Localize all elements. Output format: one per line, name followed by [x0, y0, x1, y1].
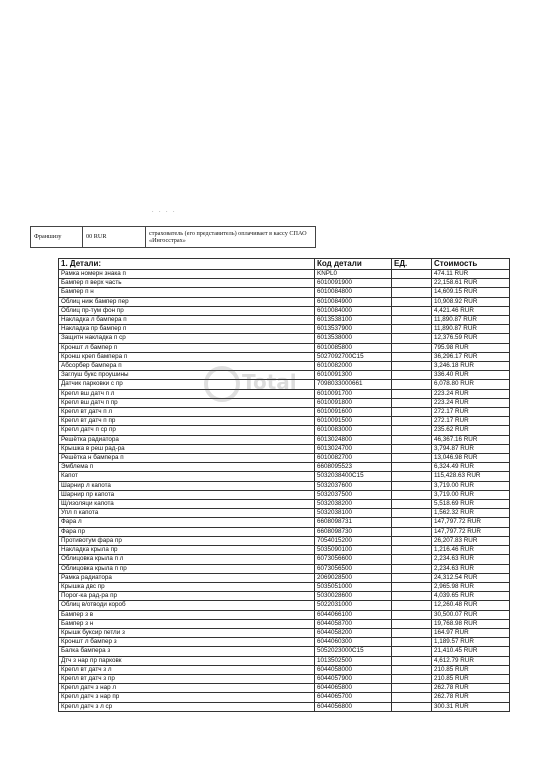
part-unit [392, 509, 432, 518]
part-code: 6013537900 [315, 325, 392, 334]
table-row [59, 628, 510, 637]
part-code: 7098033000661 [315, 380, 392, 389]
part-code: 6013024700 [315, 444, 392, 453]
header-parts: 1. Детали: [59, 259, 315, 270]
part-unit [392, 702, 432, 711]
table-row [59, 371, 510, 380]
part-unit [392, 343, 432, 352]
part-cost: 147,797.72 RUR [432, 527, 510, 536]
table-row [59, 684, 510, 693]
part-cost: 3,794.87 RUR [432, 444, 510, 453]
part-name: Крепл датч з л ср [59, 702, 315, 711]
table-row [59, 472, 510, 481]
part-code: 6044065800 [315, 684, 392, 693]
part-cost: 300.31 RUR [432, 702, 510, 711]
part-unit [392, 288, 432, 297]
part-unit [392, 472, 432, 481]
header-marks: . . . . [152, 208, 177, 214]
part-unit [392, 352, 432, 361]
part-name: Бампер з в [59, 610, 315, 619]
part-cost: 12,376.59 RUR [432, 334, 510, 343]
part-code: 6010091300 [315, 371, 392, 380]
part-name: Облиц в/отводи короб [59, 601, 315, 610]
part-unit [392, 435, 432, 444]
part-name: Капот [59, 472, 315, 481]
part-name: Крышк буксир петли з [59, 628, 315, 637]
table-row [59, 352, 510, 361]
part-code: 6010084800 [315, 288, 392, 297]
part-cost: 147,797.72 RUR [432, 518, 510, 527]
part-unit [392, 426, 432, 435]
table-row [59, 343, 510, 352]
part-unit [392, 279, 432, 288]
part-cost: 4,039.65 RUR [432, 592, 510, 601]
part-name: Облиц ниж бампер пер [59, 297, 315, 306]
part-name: Крепл вш датч п пр [59, 398, 315, 407]
part-name: Крепл датч з нар пр [59, 693, 315, 702]
part-unit [392, 592, 432, 601]
table-row [59, 408, 510, 417]
table-row [59, 362, 510, 371]
part-name: Крышка в реш рад-ра [59, 444, 315, 453]
table-row [59, 426, 510, 435]
part-unit [392, 334, 432, 343]
table-row [59, 610, 510, 619]
part-code: 5035090100 [315, 546, 392, 555]
part-unit [392, 306, 432, 315]
table-row [59, 454, 510, 463]
table-row [59, 490, 510, 499]
part-code: KNPL0 [315, 270, 392, 279]
table-row [59, 435, 510, 444]
part-code: 6010083000 [315, 426, 392, 435]
part-cost: 1,216.46 RUR [432, 546, 510, 555]
part-name: Шарнир пр капота [59, 490, 315, 499]
part-code: 6010085800 [315, 343, 392, 352]
part-name: Крепл вт датч п л [59, 408, 315, 417]
part-cost: 11,890.87 RUR [432, 325, 510, 334]
part-code: 6044057900 [315, 674, 392, 683]
part-unit [392, 628, 432, 637]
table-row [59, 389, 510, 398]
part-cost: 210.85 RUR [432, 665, 510, 674]
table-row [59, 619, 510, 628]
part-cost: 3,719.00 RUR [432, 490, 510, 499]
part-unit [392, 684, 432, 693]
part-cost: 14,609.15 RUR [432, 288, 510, 297]
part-name: Щ/изоляци капота [59, 500, 315, 509]
part-code: 6010082000 [315, 362, 392, 371]
part-code: 1013502500 [315, 656, 392, 665]
part-name: Кронш креп бампера п [59, 352, 315, 361]
part-name: Бампер п н [59, 288, 315, 297]
table-row [59, 398, 510, 407]
table-row [59, 638, 510, 647]
part-code: 6010082700 [315, 454, 392, 463]
part-cost: 4,421.46 RUR [432, 306, 510, 315]
part-cost: 3,719.00 RUR [432, 481, 510, 490]
part-code: 5032038400C15 [315, 472, 392, 481]
part-unit [392, 380, 432, 389]
table-row [59, 582, 510, 591]
part-name: Крепл вш датч п л [59, 389, 315, 398]
part-cost: 262.78 RUR [432, 684, 510, 693]
part-code: 6044058200 [315, 628, 392, 637]
part-cost: 223.24 RUR [432, 389, 510, 398]
part-cost: 36,296.17 RUR [432, 352, 510, 361]
part-unit [392, 389, 432, 398]
table-row [59, 536, 510, 545]
part-unit [392, 536, 432, 545]
table-row [59, 463, 510, 472]
table-row [59, 334, 510, 343]
table-row [59, 555, 510, 564]
part-code: 6010091600 [315, 408, 392, 417]
part-cost: 26,207.83 RUR [432, 536, 510, 545]
part-code: 6044056800 [315, 702, 392, 711]
part-name: Решётка радиатора [59, 435, 315, 444]
table-row [59, 546, 510, 555]
part-unit [392, 693, 432, 702]
part-unit [392, 546, 432, 555]
watermark-text: Total [242, 370, 297, 394]
part-cost: 2,234.63 RUR [432, 564, 510, 573]
part-code: 6044058700 [315, 619, 392, 628]
part-code: 6044058000 [315, 665, 392, 674]
part-code: 6010084000 [315, 306, 392, 315]
part-name: Крепл датч з нар л [59, 684, 315, 693]
part-name: Решётка н бампера п [59, 454, 315, 463]
part-unit [392, 638, 432, 647]
part-cost: 22,158.61 RUR [432, 279, 510, 288]
table-row [59, 518, 510, 527]
franchise-note: страхователь (его представитель) оплачивает в кассу СПАО «Ингосстрах» [146, 227, 316, 248]
part-cost: 30,500.07 RUR [432, 610, 510, 619]
part-cost: 6,078.80 RUR [432, 380, 510, 389]
part-unit [392, 371, 432, 380]
part-name: Дтч з нар пр парковк [59, 656, 315, 665]
part-code: 5032037500 [315, 490, 392, 499]
part-name: Крепл вт датч з л [59, 665, 315, 674]
table-row [59, 297, 510, 306]
table-row [59, 306, 510, 315]
franchise-table [30, 226, 316, 248]
part-unit [392, 454, 432, 463]
part-unit [392, 564, 432, 573]
part-cost: 235.62 RUR [432, 426, 510, 435]
part-unit [392, 518, 432, 527]
part-cost: 115,428.63 RUR [432, 472, 510, 481]
part-cost: 6,324.49 RUR [432, 463, 510, 472]
part-unit [392, 408, 432, 417]
table-row [59, 647, 510, 656]
part-code: 6010091500 [315, 417, 392, 426]
table-row [59, 527, 510, 536]
part-unit [392, 674, 432, 683]
part-cost: 5,518.69 RUR [432, 500, 510, 509]
table-row [59, 288, 510, 297]
part-code: 6073056600 [315, 555, 392, 564]
table-row [59, 665, 510, 674]
part-code: 5027092700C15 [315, 352, 392, 361]
part-cost: 12,260.48 RUR [432, 601, 510, 610]
part-code: 5022031000 [315, 601, 392, 610]
part-unit [392, 619, 432, 628]
part-code: 6013024800 [315, 435, 392, 444]
part-name: Заглуш букс проушины [59, 371, 315, 380]
part-unit [392, 601, 432, 610]
part-unit [392, 527, 432, 536]
part-name: Фара пр [59, 527, 315, 536]
part-cost: 262.78 RUR [432, 693, 510, 702]
part-code: 6013538100 [315, 316, 392, 325]
part-name: Бампер з н [59, 619, 315, 628]
part-unit [392, 316, 432, 325]
part-cost: 795.98 RUR [432, 343, 510, 352]
part-name: Крепл вт датч з пр [59, 674, 315, 683]
table-row [59, 674, 510, 683]
part-name: Эмблема п [59, 463, 315, 472]
part-code: 6010091700 [315, 389, 392, 398]
part-cost: 10,908.92 RUR [432, 297, 510, 306]
table-row [59, 380, 510, 389]
part-code: 5032038100 [315, 509, 392, 518]
part-cost: 2,234.63 RUR [432, 555, 510, 564]
part-cost: 46,367.16 RUR [432, 435, 510, 444]
part-cost: 210.85 RUR [432, 674, 510, 683]
part-cost: 1,189.57 RUR [432, 638, 510, 647]
part-cost: 4,612.79 RUR [432, 656, 510, 665]
part-unit [392, 463, 432, 472]
part-cost: 2,965.98 RUR [432, 582, 510, 591]
part-unit [392, 297, 432, 306]
header-unit: ЕД. [392, 259, 432, 270]
part-code: 6073056500 [315, 564, 392, 573]
part-name: Облицовка крыла п пр [59, 564, 315, 573]
part-name: Бампер п верх часть [59, 279, 315, 288]
part-unit [392, 270, 432, 279]
part-code: 6044065700 [315, 693, 392, 702]
parts-table-header [59, 259, 510, 270]
part-code: 6044060300 [315, 638, 392, 647]
header-code: Код детали [315, 259, 392, 270]
part-code: 2069028500 [315, 573, 392, 582]
part-code: 7054015200 [315, 536, 392, 545]
table-row [59, 656, 510, 665]
part-code: 5052023000C15 [315, 647, 392, 656]
part-name: Кроншт л бампер п [59, 343, 315, 352]
part-cost: 24,312.54 RUR [432, 573, 510, 582]
part-unit [392, 398, 432, 407]
part-name: Абсорбер бампера п [59, 362, 315, 371]
part-name: Накладка л бампера п [59, 316, 315, 325]
table-row [59, 279, 510, 288]
part-cost: 19,768.98 RUR [432, 619, 510, 628]
part-name: Датчик парковки с пр [59, 380, 315, 389]
part-name: Облиц пр-тум фон пр [59, 306, 315, 315]
table-row [59, 573, 510, 582]
franchise-value: 00 RUR [83, 227, 146, 248]
table-row [59, 316, 510, 325]
part-name: Рамка радиатора [59, 573, 315, 582]
table-row [59, 509, 510, 518]
part-cost: 272.17 RUR [432, 417, 510, 426]
part-unit [392, 490, 432, 499]
part-name: Противотум фара пр [59, 536, 315, 545]
part-code: 5030028600 [315, 592, 392, 601]
part-unit [392, 362, 432, 371]
part-code: 5035051000 [315, 582, 392, 591]
part-name: Облицовка крыла п л [59, 555, 315, 564]
table-row [59, 693, 510, 702]
table-row [59, 417, 510, 426]
franchise-label: Франшизу [31, 227, 83, 248]
table-row [59, 702, 510, 711]
part-cost: 223.24 RUR [432, 398, 510, 407]
table-row [59, 270, 510, 279]
table-row [59, 444, 510, 453]
part-unit [392, 444, 432, 453]
part-unit [392, 481, 432, 490]
part-unit [392, 500, 432, 509]
part-name: Рамка номерн знака п [59, 270, 315, 279]
part-unit [392, 647, 432, 656]
part-name: Упл п капота [59, 509, 315, 518]
part-unit [392, 325, 432, 334]
part-cost: 272.17 RUR [432, 408, 510, 417]
table-row [59, 564, 510, 573]
part-unit [392, 417, 432, 426]
parts-table [58, 258, 510, 712]
part-code: 6608098730 [315, 527, 392, 536]
part-cost: 336.40 RUR [432, 371, 510, 380]
part-unit [392, 610, 432, 619]
part-cost: 11,890.87 RUR [432, 316, 510, 325]
part-cost: 164.97 RUR [432, 628, 510, 637]
part-unit [392, 665, 432, 674]
part-name: Порог-ка рад-ра пр [59, 592, 315, 601]
part-name: Крышка двс пр [59, 582, 315, 591]
part-unit [392, 656, 432, 665]
part-code: 5032037600 [315, 481, 392, 490]
part-cost: 474.11 RUR [432, 270, 510, 279]
part-name: Накладка пр бампер п [59, 325, 315, 334]
part-code: 6013538000 [315, 334, 392, 343]
part-code: 6010091900 [315, 279, 392, 288]
table-row [59, 601, 510, 610]
part-code: 5032038200 [315, 500, 392, 509]
table-row [59, 325, 510, 334]
part-unit [392, 582, 432, 591]
table-row [59, 481, 510, 490]
table-row [59, 592, 510, 601]
part-unit [392, 573, 432, 582]
header-cost: Стоимость [432, 259, 510, 270]
part-code: 6044066100 [315, 610, 392, 619]
part-name: Крепл датч п ср пр [59, 426, 315, 435]
part-code: 6010091800 [315, 398, 392, 407]
part-name: Накладка крыла пр [59, 546, 315, 555]
part-cost: 21,410.45 RUR [432, 647, 510, 656]
part-unit [392, 555, 432, 564]
part-code: 6010084900 [315, 297, 392, 306]
part-name: Шарнир л капота [59, 481, 315, 490]
part-cost: 3,246.18 RUR [432, 362, 510, 371]
part-code: 6608098731 [315, 518, 392, 527]
part-name: Защитн накладка п ср [59, 334, 315, 343]
part-code: 6608095523 [315, 463, 392, 472]
part-name: Фара л [59, 518, 315, 527]
part-cost: 13,046.98 RUR [432, 454, 510, 463]
part-name: Балка бампера з [59, 647, 315, 656]
table-row [59, 500, 510, 509]
part-cost: 1,562.32 RUR [432, 509, 510, 518]
part-name: Крепл вт датч п пр [59, 417, 315, 426]
part-name: Кроншт л бампер з [59, 638, 315, 647]
